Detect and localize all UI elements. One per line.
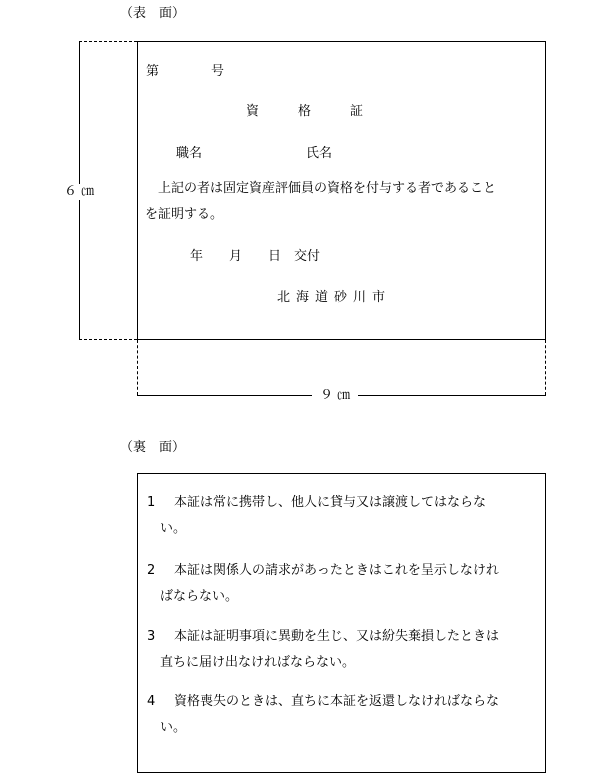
certificate-title: 資 格 証 bbox=[246, 104, 364, 119]
back-item-number: 4 bbox=[147, 694, 156, 709]
job-title-label: 職名 bbox=[176, 146, 203, 161]
back-item-line-2: い。 bbox=[160, 720, 187, 735]
back-section-label: （裏 面） bbox=[120, 440, 186, 455]
issue-date-label: 年 月 日 交付 bbox=[190, 249, 321, 264]
back-card bbox=[137, 473, 546, 773]
height-dimension-label: ６ ㎝ bbox=[64, 184, 95, 199]
back-item-line-2: ばならない。 bbox=[160, 589, 239, 604]
back-item-line-1: 資格喪失のときは、直ちに本証を返還しなければならな bbox=[174, 694, 500, 709]
height-guide-bottom bbox=[79, 339, 137, 340]
back-item-line-2: い。 bbox=[160, 521, 187, 536]
issuer-name: 北海道砂川市 bbox=[277, 290, 392, 305]
back-item-line-1: 本証は常に携帯し、他人に貸与又は譲渡してはならな bbox=[174, 495, 487, 510]
width-guide-left bbox=[137, 340, 138, 395]
back-item-line-2: 直ちに届け出なければならない。 bbox=[160, 655, 356, 670]
back-item-number: 1 bbox=[147, 495, 156, 510]
back-item-number: 3 bbox=[147, 629, 156, 644]
certificate-body-line-1: 上記の者は固定資産評価員の資格を付与する者であること bbox=[158, 181, 497, 196]
name-label: 氏名 bbox=[306, 146, 333, 161]
width-guide-right bbox=[545, 340, 546, 395]
back-item-number: 2 bbox=[147, 563, 156, 578]
back-item-line-1: 本証は関係人の請求があったときはこれを呈示しなけれ bbox=[174, 563, 499, 578]
certificate-body-line-2: を証明する。 bbox=[145, 207, 224, 222]
certificate-number-label: 第 号 bbox=[146, 64, 225, 79]
back-item-line-1: 本証は証明事項に異動を生じ、又は紛失棄損したときは bbox=[174, 629, 500, 644]
width-dimension-label: ９ ㎝ bbox=[312, 388, 358, 404]
front-section-label: （表 面） bbox=[120, 6, 186, 21]
height-guide-top bbox=[79, 41, 137, 42]
